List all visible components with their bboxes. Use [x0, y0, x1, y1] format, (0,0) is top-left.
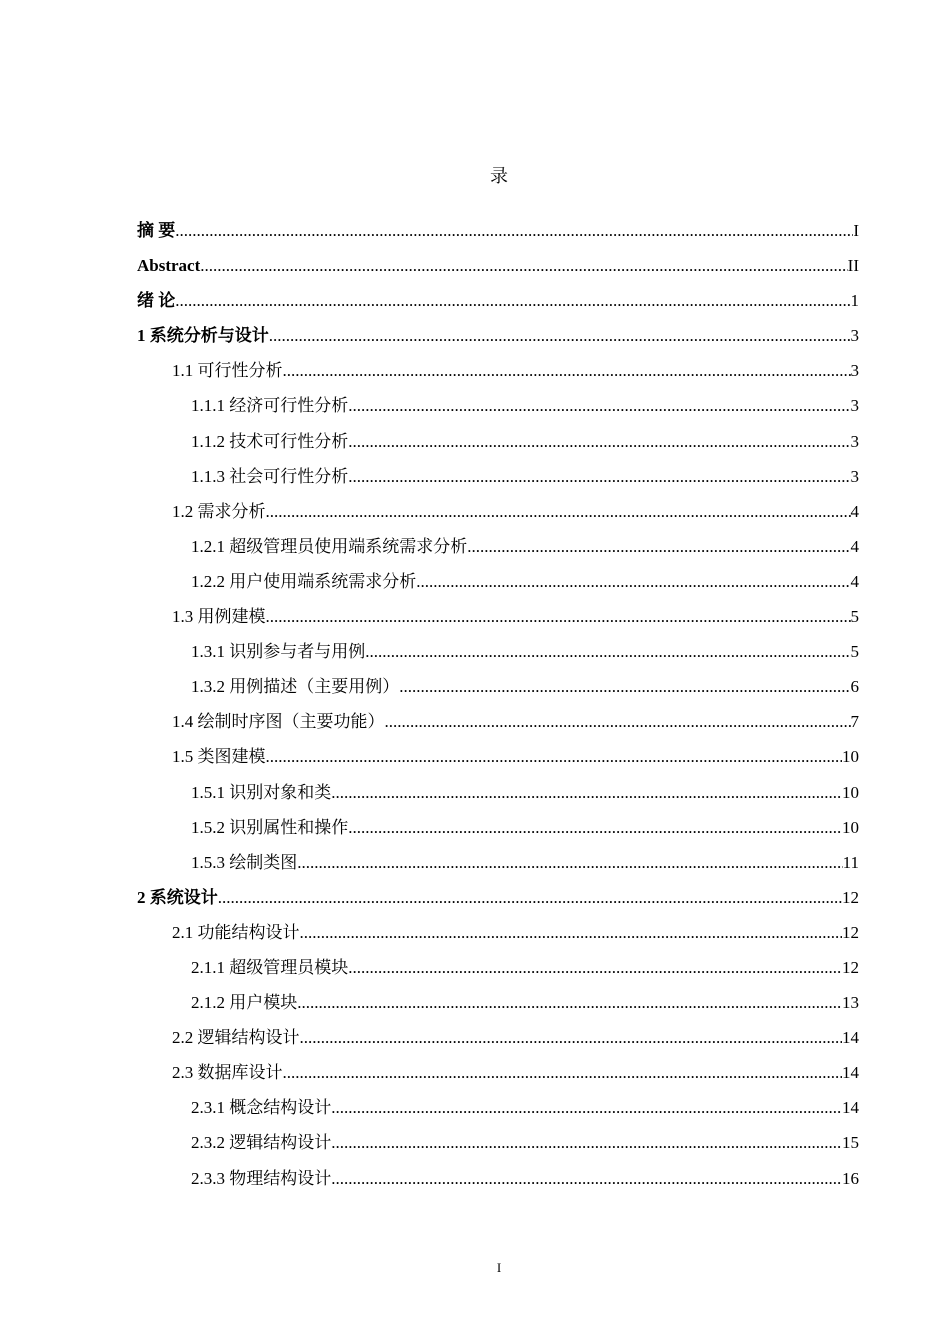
dot-leader: [283, 1062, 843, 1084]
toc-entry-label: 1.2.1 超级管理员使用端系统需求分析: [191, 536, 468, 556]
toc-entry-page-number: 3: [850, 326, 859, 346]
dot-leader: [200, 255, 847, 277]
dot-leader: [348, 817, 842, 839]
toc-entry-label: 1.1.1 经济可行性分析: [191, 396, 349, 416]
toc-entry-label: 2.1.1 超级管理员模块: [191, 957, 349, 977]
toc-entry-label: 1.1.2 技术可行性分析: [191, 431, 349, 451]
toc-entry[interactable]: [137, 957, 859, 992]
toc-entry-label: 2.3 数据库设计: [172, 1063, 283, 1083]
toc-entry[interactable]: [137, 536, 859, 571]
toc-entry[interactable]: [137, 711, 859, 746]
toc-entry[interactable]: [137, 431, 859, 466]
dot-leader: [297, 852, 842, 874]
toc-entry[interactable]: [137, 1168, 859, 1203]
toc-entry-label: 1.1 可行性分析: [172, 361, 283, 381]
toc-entry[interactable]: [137, 571, 859, 606]
toc-entry-label: Abstract: [137, 256, 201, 276]
toc-entry[interactable]: [137, 1062, 859, 1097]
toc-entry-page-number: 15: [842, 1133, 859, 1153]
toc-entry-page-number: 7: [850, 712, 859, 732]
toc-entry-label: 1.4 绘制时序图（主要功能）: [172, 712, 385, 732]
toc-entry-label: 摘 要: [137, 221, 176, 240]
toc-entry-label: 2.3.3 物理结构设计: [191, 1168, 332, 1188]
toc-entry-label: 1.2 需求分析: [172, 501, 266, 521]
dot-leader: [348, 395, 850, 417]
toc-entry-page-number: 4: [850, 571, 859, 591]
toc-entry[interactable]: [137, 466, 859, 501]
toc-entry-label: 2.1.2 用户模块: [191, 993, 298, 1013]
toc-entry-label: 1.3 用例建模: [172, 607, 266, 627]
toc-entry[interactable]: [137, 641, 859, 676]
toc-entry[interactable]: [137, 1097, 859, 1132]
page-number: I: [496, 1260, 502, 1275]
dot-leader: [331, 782, 842, 804]
toc-entry-label: 1.2.2 用户使用端系统需求分析: [191, 571, 417, 591]
dot-leader: [467, 536, 850, 558]
toc-entry-page-number: 3: [850, 396, 859, 416]
toc-entry-page-number: 3: [850, 431, 859, 451]
dot-leader: [331, 1132, 842, 1154]
dot-leader: [269, 325, 851, 347]
dot-leader: [348, 431, 850, 453]
toc-entry-page-number: 14: [842, 1098, 859, 1118]
dot-leader: [300, 922, 843, 944]
toc-entry-label: 2.1 功能结构设计: [172, 922, 300, 942]
dot-leader: [385, 711, 851, 733]
toc-entry[interactable]: [137, 290, 859, 325]
toc-entry-label: 1.5.2 识别属性和操作: [191, 817, 349, 837]
toc-entry[interactable]: [137, 887, 859, 922]
toc-entry-page-number: 5: [850, 642, 859, 662]
toc-entry-page-number: 13: [842, 993, 859, 1013]
toc-entry-label: 2.3.2 逻辑结构设计: [191, 1133, 332, 1153]
toc-entry-page-number: 3: [850, 361, 859, 381]
dot-leader: [331, 1097, 842, 1119]
toc-entry[interactable]: [137, 746, 859, 781]
toc-entry[interactable]: [137, 1027, 859, 1062]
toc-entry-page-number: 11: [842, 852, 859, 872]
dot-leader: [331, 1168, 842, 1190]
table-of-contents: [137, 220, 859, 1203]
toc-entry[interactable]: [137, 922, 859, 957]
toc-entry-page-number: 10: [842, 747, 859, 767]
toc-entry-label: 2.3.1 概念结构设计: [191, 1098, 332, 1118]
toc-entry-page-number: 1: [850, 291, 859, 311]
toc-entry-page-number: 4: [850, 501, 859, 521]
toc-entry-page-number: 12: [842, 922, 859, 942]
toc-entry[interactable]: [137, 501, 859, 536]
toc-entry[interactable]: [137, 606, 859, 641]
page-title: 录: [490, 166, 508, 186]
toc-entry-label: 1.1.3 社会可行性分析: [191, 466, 349, 486]
toc-entry-page-number: 12: [842, 957, 859, 977]
toc-entry[interactable]: [137, 992, 859, 1027]
dot-leader: [218, 887, 842, 909]
toc-entry-label: 绪 论: [137, 291, 176, 311]
toc-entry-label: 1.3.2 用例描述（主要用例）: [191, 677, 400, 697]
toc-entry-page-number: 5: [850, 607, 859, 627]
toc-entry-label: 1.3.1 识别参与者与用例: [191, 642, 366, 662]
toc-entry[interactable]: [137, 220, 859, 255]
toc-entry-page-number: 14: [842, 1028, 859, 1048]
toc-entry[interactable]: [137, 255, 859, 290]
dot-leader: [297, 992, 842, 1014]
toc-entry-label: 1.5.3 绘制类图: [191, 852, 298, 872]
toc-entry[interactable]: [137, 1132, 859, 1167]
toc-entry-page-number: II: [847, 256, 859, 276]
toc-entry-page-number: 16: [842, 1168, 859, 1188]
toc-entry-page-number: 12: [842, 887, 859, 907]
toc-entry-page-number: 6: [850, 677, 859, 697]
toc-entry-page-number: I: [853, 221, 859, 240]
toc-entry-page-number: 10: [842, 782, 859, 802]
dot-leader: [300, 1027, 843, 1049]
toc-entry-label: 2.2 逻辑结构设计: [172, 1028, 300, 1048]
toc-entry-label: 1.5.1 识别对象和类: [191, 782, 332, 802]
toc-entry-page-number: 14: [842, 1063, 859, 1083]
toc-entry-label: 2 系统设计: [137, 887, 218, 907]
toc-entry[interactable]: [137, 676, 859, 711]
dot-leader: [348, 957, 842, 979]
dot-leader: [175, 220, 853, 242]
toc-entry[interactable]: [137, 852, 859, 887]
toc-entry-label: 1 系统分析与设计: [137, 326, 269, 346]
toc-entry[interactable]: [137, 782, 859, 817]
dot-leader: [283, 360, 851, 382]
toc-entry[interactable]: [137, 817, 859, 852]
dot-leader: [348, 466, 850, 488]
toc-entry-page-number: 10: [842, 817, 859, 837]
dot-leader: [266, 606, 851, 628]
dot-leader: [266, 501, 851, 523]
toc-entry-page-number: 4: [850, 536, 859, 556]
dot-leader: [416, 571, 850, 593]
toc-entry[interactable]: [137, 395, 859, 430]
toc-entry-label: 1.5 类图建模: [172, 747, 266, 767]
dot-leader: [175, 290, 850, 312]
dot-leader: [365, 641, 850, 663]
toc-entry[interactable]: [137, 325, 859, 360]
dot-leader: [266, 746, 843, 768]
dot-leader: [399, 676, 850, 698]
toc-entry-page-number: 3: [850, 466, 859, 486]
toc-entry[interactable]: [137, 360, 859, 395]
